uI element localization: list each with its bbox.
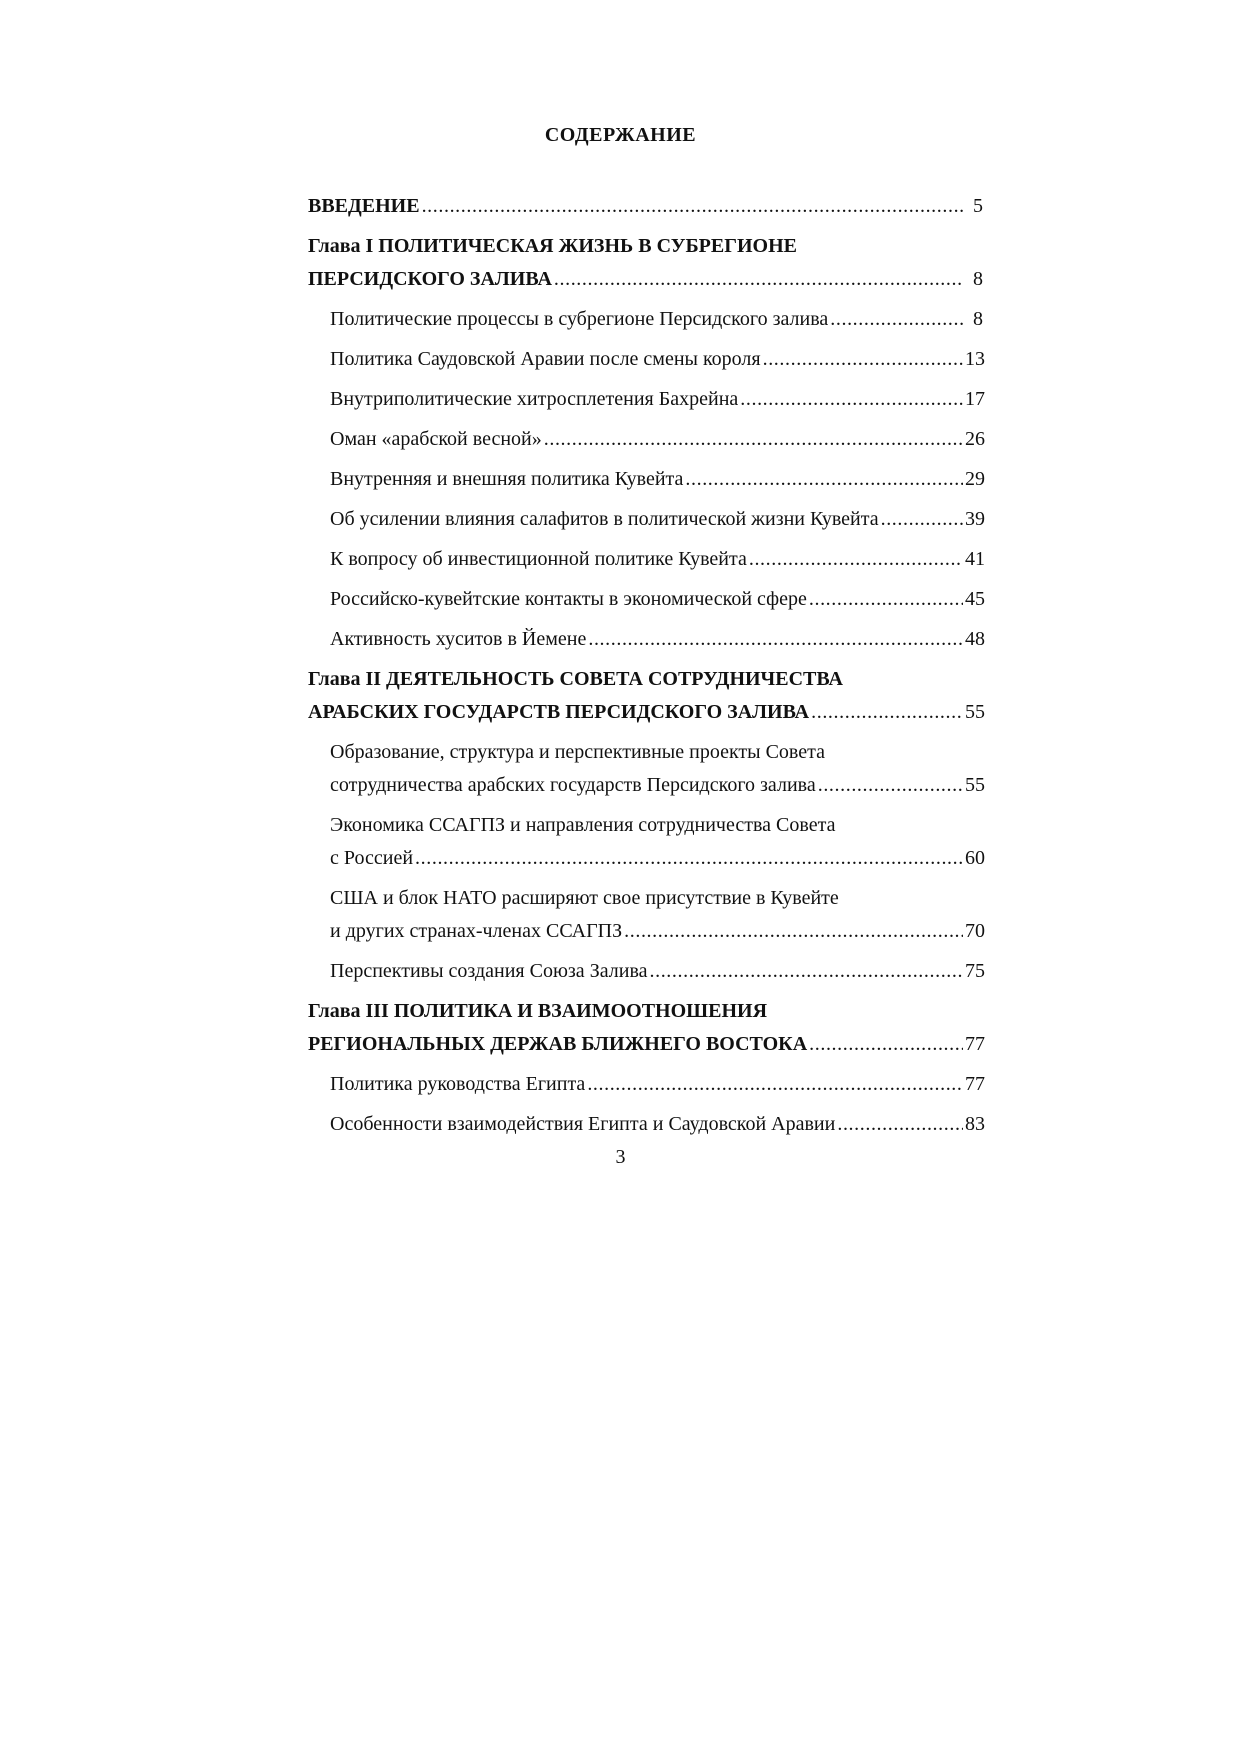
toc-section-entry[interactable]: [308, 503, 983, 536]
toc-chapter-entry[interactable]: [308, 190, 983, 223]
toc-entry-title: с Россией: [330, 847, 414, 869]
toc-entry-leader-row: [308, 696, 983, 729]
toc-entry-leader-row: [308, 190, 983, 223]
toc-entry-page-number: 77: [965, 1033, 985, 1055]
dot-leader: [740, 383, 963, 416]
toc-entry-title: Перспективы создания Союза Залива: [330, 960, 648, 982]
dot-leader: [544, 423, 963, 456]
toc-entry-page-number: 41: [965, 548, 985, 570]
toc-chapter-entry[interactable]: [308, 230, 983, 296]
dot-leader: [818, 769, 963, 802]
toc-entry-leader-row: [308, 1028, 983, 1061]
toc-entry-title: Об усилении влияния салафитов в политической жизни Кувейта: [330, 508, 879, 530]
toc-entry-page-number: 13: [965, 348, 985, 370]
toc-entry-leader-row: [330, 1108, 983, 1141]
toc-entry-page-number: 83: [965, 1113, 985, 1135]
toc-entry-title: Внутренняя и внешняя политика Кувейта: [330, 468, 684, 490]
toc-section-entry[interactable]: [308, 543, 983, 576]
toc-entry-title: Внутриполитические хитросплетения Бахрейна: [330, 388, 739, 410]
toc-entry-title-line: Образование, структура и перспективные проекты Совета: [330, 741, 825, 763]
dot-leader: [415, 842, 963, 875]
toc-entry-leader-row: [330, 955, 983, 988]
toc-entry-leader-row: [330, 583, 983, 616]
toc-entry-leader-row: [330, 543, 983, 576]
toc-entry-page-number: 5: [973, 195, 983, 217]
toc-section-entry[interactable]: [308, 463, 983, 496]
dot-leader: [763, 343, 963, 376]
toc-entry-title: Политика руководства Египта: [330, 1073, 586, 1095]
toc-entry-title: Особенности взаимодействия Египта и Саудовской Аравии: [330, 1113, 836, 1135]
toc-section-entry[interactable]: [308, 383, 983, 416]
toc-entry-title: РЕГИОНАЛЬНЫХ ДЕРЖАВ БЛИЖНЕГО ВОСТОКА: [308, 1033, 808, 1055]
toc-entry-leader-row: [330, 769, 983, 802]
dot-leader: [587, 1068, 963, 1101]
toc-entry-leader-row: [330, 383, 983, 416]
toc-entry-title-line: США и блок НАТО расширяют свое присутствие в Кувейте: [330, 887, 839, 909]
toc-entry-title: и других странах-членах ССАГПЗ: [330, 920, 623, 942]
toc-entry-title: Политика Саудовской Аравии после смены короля: [330, 348, 761, 370]
toc-entry-title-line: Глава III ПОЛИТИКА И ВЗАИМООТНОШЕНИЯ: [308, 1000, 768, 1022]
toc-section-entry[interactable]: [308, 882, 983, 948]
toc-entry-page-number: 39: [965, 508, 985, 530]
dot-leader: [650, 955, 964, 988]
toc-section-entry[interactable]: [308, 343, 983, 376]
dot-leader: [588, 623, 963, 656]
dot-leader: [749, 543, 963, 576]
toc-entry-leader-row: [330, 423, 983, 456]
toc-entry-title: Оман «арабской весной»: [330, 428, 542, 450]
toc-entry-leader-row: [330, 303, 983, 336]
toc-entry-title: Политические процессы в субрегионе Персидского залива: [330, 308, 829, 330]
dot-leader: [624, 915, 963, 948]
toc-entry-page-number: 55: [965, 774, 985, 796]
toc-entry-leader-row: [330, 463, 983, 496]
toc-entry-page-number: 55: [965, 701, 985, 723]
toc-entry-title: Российско-кувейтские контакты в экономической сфере: [330, 588, 807, 610]
toc-entry-leader-row: [330, 503, 983, 536]
dot-leader: [809, 1028, 963, 1061]
toc-entry-page-number: 45: [965, 588, 985, 610]
toc-entry-leader-row: [330, 623, 983, 656]
page-title: СОДЕРЖАНИЕ: [544, 124, 697, 146]
toc-section-entry[interactable]: [308, 1108, 983, 1141]
dot-leader: [811, 696, 963, 729]
toc-entry-page-number: 8: [973, 308, 983, 330]
dot-leader: [554, 263, 963, 296]
dot-leader: [830, 303, 963, 336]
toc-entry-leader-row: [308, 263, 983, 296]
toc-section-entry[interactable]: [308, 583, 983, 616]
toc-entry-page-number: 17: [965, 388, 985, 410]
toc-entry-title: АРАБСКИХ ГОСУДАРСТВ ПЕРСИДСКОГО ЗАЛИВА: [308, 701, 810, 723]
toc-chapter-entry[interactable]: [308, 663, 983, 729]
toc-section-entry[interactable]: [308, 809, 983, 875]
toc-entry-title: ПЕРСИДСКОГО ЗАЛИВА: [308, 268, 552, 290]
toc-entry-page-number: 48: [965, 628, 985, 650]
toc-entry-page-number: 26: [965, 428, 985, 450]
table-of-contents: [308, 190, 983, 1141]
toc-entry-title: Активность хуситов в Йемене: [330, 628, 587, 650]
toc-entry-page-number: 29: [965, 468, 985, 490]
toc-entry-leader-row: [330, 343, 983, 376]
toc-entry-leader-row: [330, 1068, 983, 1101]
toc-entry-title-line: Экономика ССАГПЗ и направления сотрудничества Совета: [330, 814, 836, 836]
toc-chapter-entry[interactable]: [308, 995, 983, 1061]
dot-leader: [809, 583, 963, 616]
toc-entry-page-number: 70: [965, 920, 985, 942]
toc-section-entry[interactable]: [308, 623, 983, 656]
toc-section-entry[interactable]: [308, 736, 983, 802]
toc-entry-title: К вопросу об инвестиционной политике Кувейта: [330, 548, 747, 570]
dot-leader: [881, 503, 963, 536]
toc-section-entry[interactable]: [308, 955, 983, 988]
toc-entry-title-line: Глава I ПОЛИТИЧЕСКАЯ ЖИЗНЬ В СУБРЕГИОНЕ: [308, 235, 797, 257]
page-number: 3: [615, 1146, 626, 1168]
toc-entry-title: сотрудничества арабских государств Персидского залива: [330, 774, 816, 796]
toc-entry-title-line: Глава II ДЕЯТЕЛЬНОСТЬ СОВЕТА СОТРУДНИЧЕСТВА: [308, 668, 843, 690]
toc-entry-page-number: 75: [965, 960, 985, 982]
dot-leader: [837, 1108, 963, 1141]
toc-entry-page-number: 60: [965, 847, 985, 869]
toc-section-entry[interactable]: [308, 303, 983, 336]
toc-entry-leader-row: [330, 915, 983, 948]
toc-entry-title: ВВЕДЕНИЕ: [308, 195, 420, 217]
toc-entry-leader-row: [330, 842, 983, 875]
dot-leader: [685, 463, 963, 496]
toc-entry-page-number: 77: [965, 1073, 985, 1095]
dot-leader: [422, 190, 963, 223]
toc-entry-page-number: 8: [973, 268, 983, 290]
toc-section-entry[interactable]: [308, 1068, 983, 1101]
toc-section-entry[interactable]: [308, 423, 983, 456]
